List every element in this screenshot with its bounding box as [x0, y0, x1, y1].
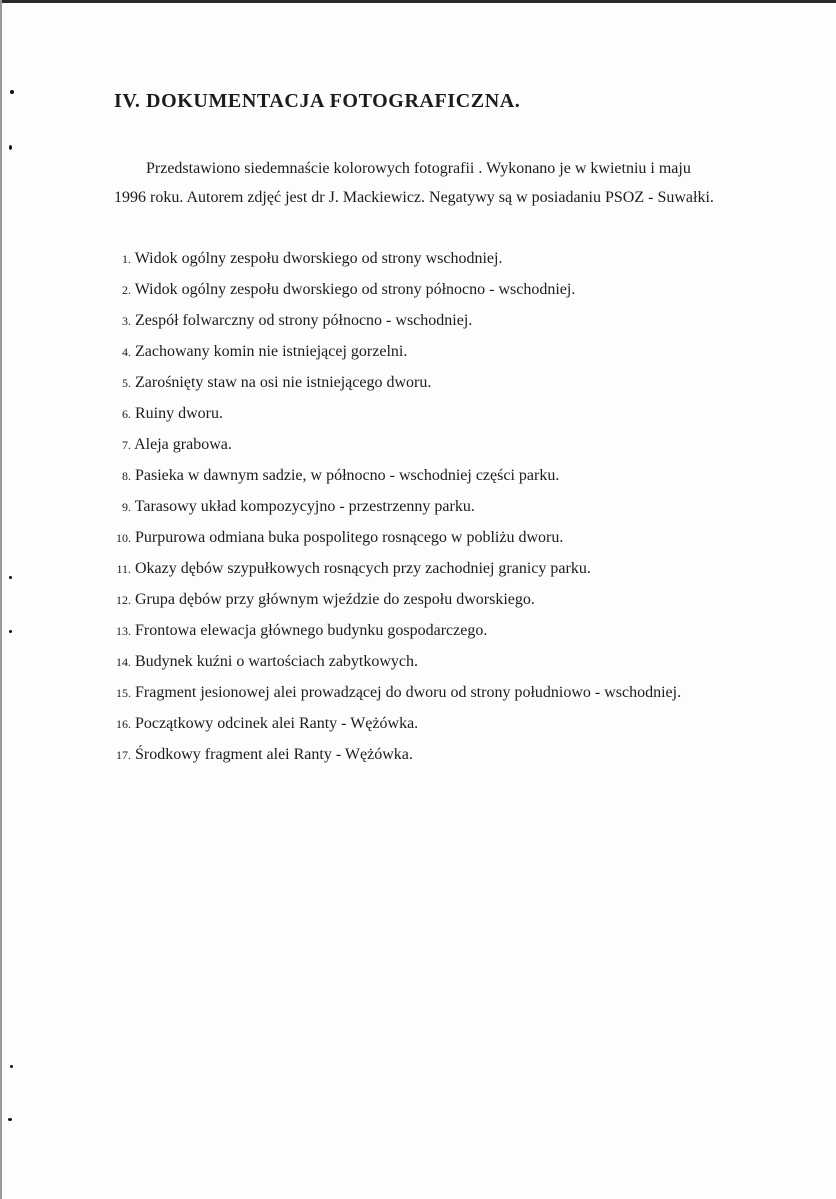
scan-top-edge [0, 0, 836, 3]
scan-speck [8, 1118, 12, 1121]
list-item-number: 5. [122, 376, 131, 390]
intro-line: 1996 roku. Autorem zdjęć jest dr J. Mackiewicz. Negatywy są w posiadaniu PSOZ - Suwałki. [114, 189, 714, 206]
list-item-text: Frontowa elewacja głównego budynku gospodarczego. [135, 622, 488, 639]
list-item [104, 341, 681, 372]
list-item-number: 15. [116, 686, 131, 700]
scan-left-edge [0, 0, 2, 1199]
list-item [104, 372, 681, 403]
list-item-number: 2. [122, 283, 131, 297]
scan-speck [9, 576, 12, 579]
list-item-number: 4. [122, 345, 131, 359]
list-item-text: Grupa dębów przy głównym wjeździe do zespołu dworskiego. [135, 591, 535, 608]
list-item-text: Zespół folwarczny od strony północno - wschodniej. [135, 312, 473, 329]
list-item [104, 434, 681, 465]
scan-speck [9, 145, 12, 150]
list-item-number: 8. [122, 469, 131, 483]
list-item-text: Początkowy odcinek alei Ranty - Wężówka. [135, 715, 419, 732]
list-item [104, 651, 681, 682]
list-item-number: 10. [116, 531, 131, 545]
list-item [104, 558, 681, 589]
intro-line: Przedstawiono siedemnaście kolorowych fotografii . Wykonano je w kwietniu i maju [146, 160, 691, 177]
scan-speck [10, 1065, 13, 1068]
photo-list [104, 248, 681, 775]
list-item-number: 14. [116, 655, 131, 669]
list-item-text: Fragment jesionowej alei prowadzącej do dworu od strony południowo - wschodniej. [135, 684, 682, 701]
list-item-number: 13. [116, 624, 131, 638]
list-item-text: Widok ogólny zespołu dworskiego od strony północno - wschodniej. [134, 281, 576, 298]
list-item-text: Środkowy fragment alei Ranty - Wężówka. [135, 746, 413, 763]
list-item-text: Tarasowy układ kompozycyjno - przestrzenny parku. [134, 498, 475, 515]
list-item-text: Pasieka w dawnym sadzie, w północno - wschodniej części parku. [135, 467, 560, 484]
list-item-number: 17. [116, 748, 131, 762]
list-item-number: 9. [122, 500, 131, 514]
list-item-number: 7. [122, 438, 131, 452]
list-item-text: Widok ogólny zespołu dworskiego od strony wschodniej. [134, 250, 503, 267]
scan-speck [10, 90, 14, 94]
list-item-number: 3. [122, 314, 131, 328]
list-item-number: 11. [116, 562, 131, 576]
list-item [104, 496, 681, 527]
scan-speck [9, 630, 12, 633]
list-item [104, 620, 681, 651]
section-heading: IV. DOKUMENTACJA FOTOGRAFICZNA. [114, 90, 521, 112]
list-item [104, 713, 681, 744]
list-item [104, 403, 681, 434]
list-item [104, 589, 681, 620]
list-item-text: Aleja grabowa. [134, 436, 232, 453]
list-item [104, 682, 681, 713]
list-item [104, 744, 681, 775]
list-item-number: 1. [122, 252, 131, 266]
list-item-text: Purpurowa odmiana buka pospolitego rosnącego w pobliżu dworu. [135, 529, 564, 546]
list-item [104, 310, 681, 341]
list-item-number: 12. [116, 593, 131, 607]
list-item-text: Zarośnięty staw na osi nie istniejącego dworu. [135, 374, 432, 391]
list-item-text: Okazy dębów szypułkowych rosnących przy zachodniej granicy parku. [135, 560, 591, 577]
list-item-text: Zachowany komin nie istniejącej gorzelni. [135, 343, 408, 360]
list-item [104, 279, 681, 310]
list-item [104, 465, 681, 496]
list-item [104, 248, 681, 279]
intro-paragraph [114, 154, 774, 212]
list-item-number: 6. [122, 407, 131, 421]
list-item [104, 527, 681, 558]
list-item-text: Budynek kuźni o wartościach zabytkowych. [135, 653, 419, 670]
list-item-number: 16. [116, 717, 131, 731]
list-item-text: Ruiny dworu. [135, 405, 223, 422]
